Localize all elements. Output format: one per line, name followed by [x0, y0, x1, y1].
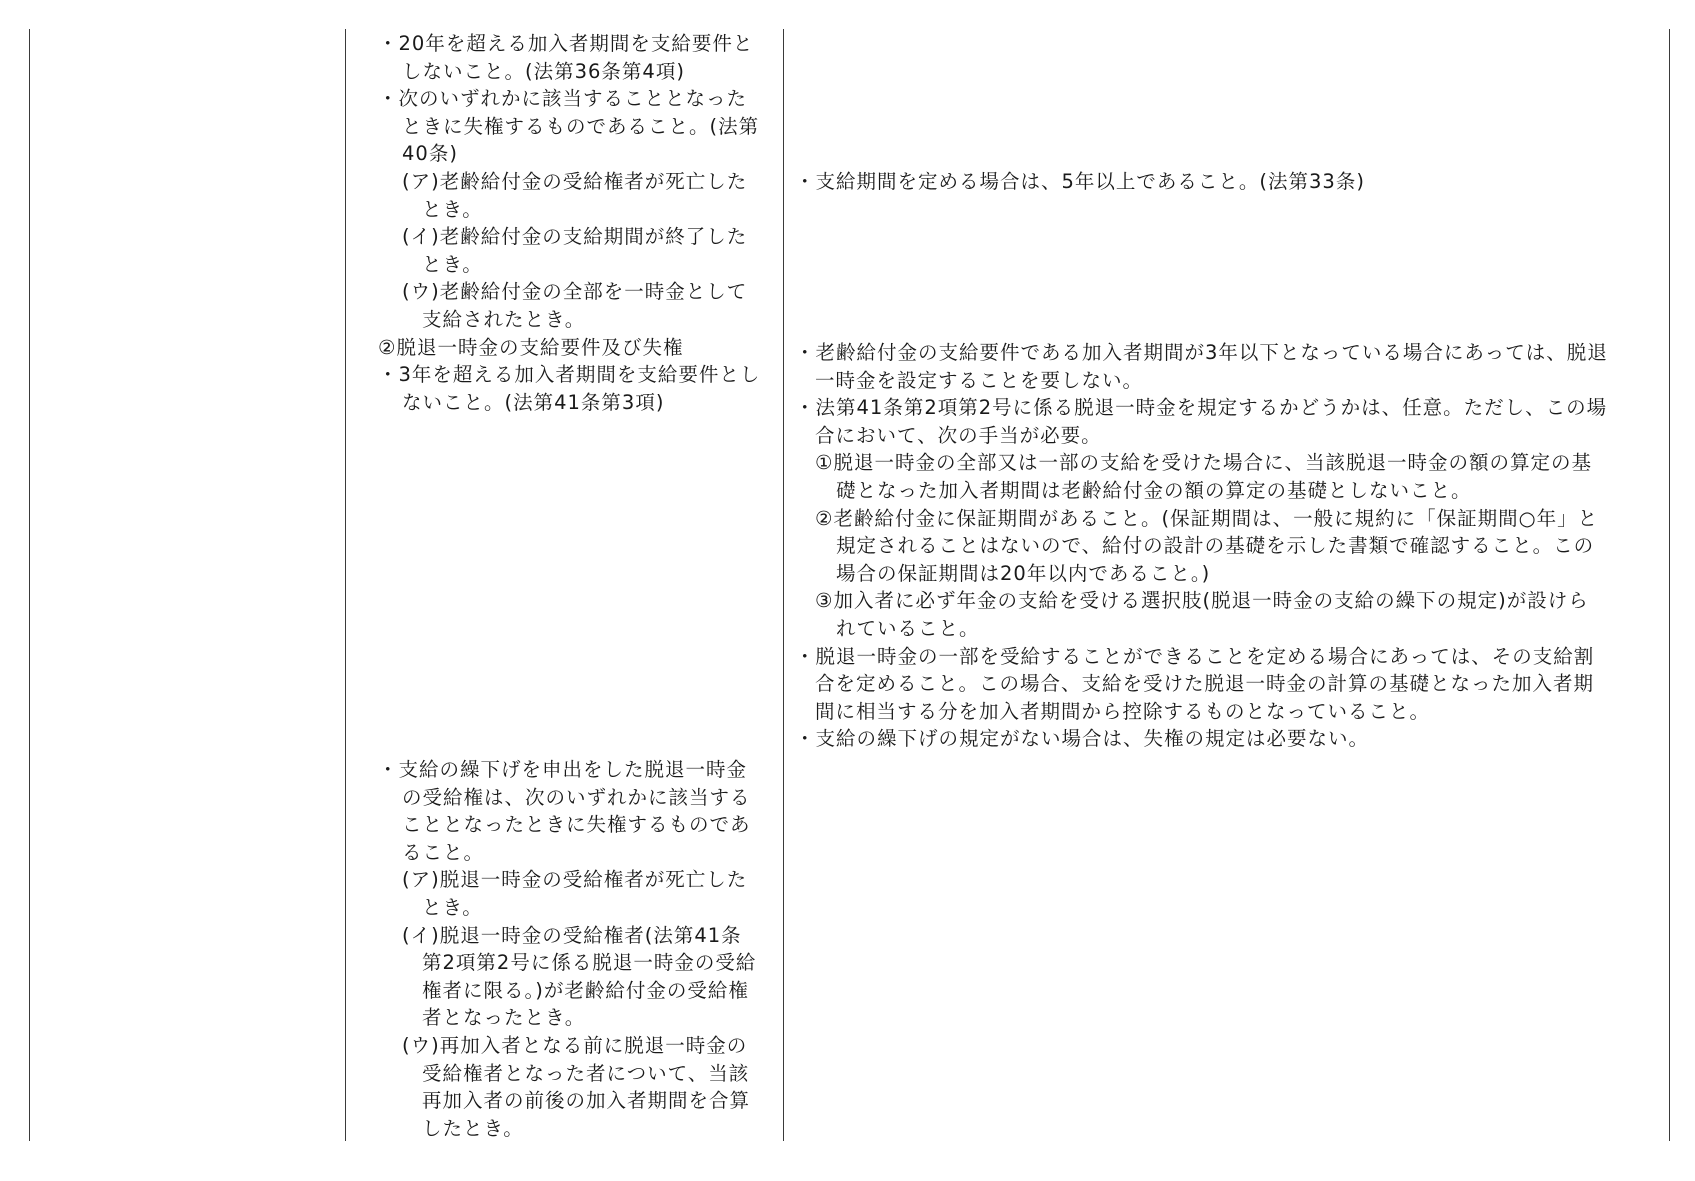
text-line: の受給権は、次のいずれかに該当する — [402, 785, 751, 809]
right-column-upper — [795, 168, 1661, 196]
text-line: (ア)脱退一時金の受給権者が死亡した — [402, 868, 748, 892]
text-line: しないこと。(法第36条第4項) — [402, 59, 685, 83]
text-line: したとき。 — [422, 1116, 524, 1140]
text-line: 規定されることはないので、給付の設計の基礎を示した書類で確認すること。この — [836, 534, 1595, 558]
text-line: ②老齢給付金に保証期間があること。(保証期間は、一般に規約に「保証期間○年」と — [815, 506, 1599, 530]
text-line: とき。 — [422, 895, 483, 919]
text-line: (イ)脱退一時金の受給権者(法第41条 — [402, 923, 742, 947]
text-line: とき。 — [422, 197, 483, 221]
text-line: (ウ)老齢給付金の全部を一時金として — [402, 280, 748, 304]
text-line: 礎となった加入者期間は老齢給付金の額の算定の基礎としないこと。 — [836, 478, 1472, 502]
text-line: 者となったとき。 — [422, 1006, 586, 1030]
text-line: 合において、次の手当が必要。 — [815, 423, 1102, 447]
right-column — [795, 339, 1661, 753]
text-line: ・20年を超える加入者期間を支給要件と — [378, 32, 754, 55]
text-line: ・法第41条第2項第2号に係る脱退一時金を規定するかどうかは、任意。ただし、この場 — [795, 396, 1608, 420]
text-line: 40条) — [402, 142, 458, 166]
text-line: ときに失権するものであること。(法第 — [402, 114, 760, 138]
text-line: ないこと。(法第41条第3項) — [402, 390, 665, 414]
text-line: ・脱退一時金の一部を受給することができることを定める場合にあっては、その支給割 — [795, 644, 1595, 668]
text-line: (イ)老齢給付金の支給期間が終了した — [402, 225, 748, 249]
middle-column-lower — [378, 756, 776, 1142]
text-line: ・老齢給付金の支給要件である加入者期間が3年以下となっている場合にあっては、脱退 — [795, 341, 1608, 364]
text-line: ③加入者に必ず年金の支給を受ける選択肢(脱退一時金の支給の繰下の規定)が設けら — [815, 589, 1589, 613]
text-line: ・支給期間を定める場合は、5年以上であること。(法第33条) — [795, 170, 1365, 193]
text-line: 合を定めること。この場合、支給を受けた脱退一時金の計算の基礎となった加入者期 — [815, 672, 1595, 696]
table-divider-2 — [783, 29, 784, 1141]
text-line: 第2項第2号に係る脱退一時金の受給 — [422, 951, 757, 975]
text-line: 再加入者の前後の加入者期間を合算 — [422, 1089, 751, 1113]
table-divider-1 — [345, 29, 346, 1141]
text-line: 権者に限る。)が老齢給付金の受給権 — [422, 978, 749, 1002]
text-line: こととなったときに失権するものであ — [402, 813, 751, 837]
middle-column — [378, 30, 776, 416]
text-line: 支給されたとき。 — [422, 307, 586, 331]
text-line: れていること。 — [836, 616, 980, 640]
text-line: ること。 — [402, 840, 485, 864]
text-line: 間に相当する分を加入者期間から控除するものとなっていること。 — [815, 699, 1431, 723]
table-border-left — [29, 29, 30, 1141]
text-line: 一時金を設定することを要しない。 — [815, 368, 1144, 392]
text-line: 受給権者となった者について、当該 — [422, 1061, 750, 1085]
text-line: 場合の保証期間は20年以内であること。) — [836, 561, 1211, 585]
text-line: (ア)老齢給付金の受給権者が死亡した — [402, 169, 748, 193]
text-line: ・支給の繰下げを申出をした脱退一時金 — [378, 758, 748, 781]
text-line: ・次のいずれかに該当することとなった — [378, 87, 748, 111]
table-border-right — [1669, 29, 1670, 1141]
text-line: ・支給の繰下げの規定がない場合は、失権の規定は必要ない。 — [795, 727, 1370, 751]
text-line: (ウ)再加入者となる前に脱退一時金の — [402, 1033, 748, 1057]
section-heading: ②脱退一時金の支給要件及び失権 — [378, 335, 684, 359]
text-line: とき。 — [422, 252, 483, 276]
text-line: ・3年を超える加入者期間を支給要件とし — [378, 363, 761, 387]
text-line: ①脱退一時金の全部又は一部の支給を受けた場合に、当該脱退一時金の額の算定の基 — [815, 451, 1592, 475]
